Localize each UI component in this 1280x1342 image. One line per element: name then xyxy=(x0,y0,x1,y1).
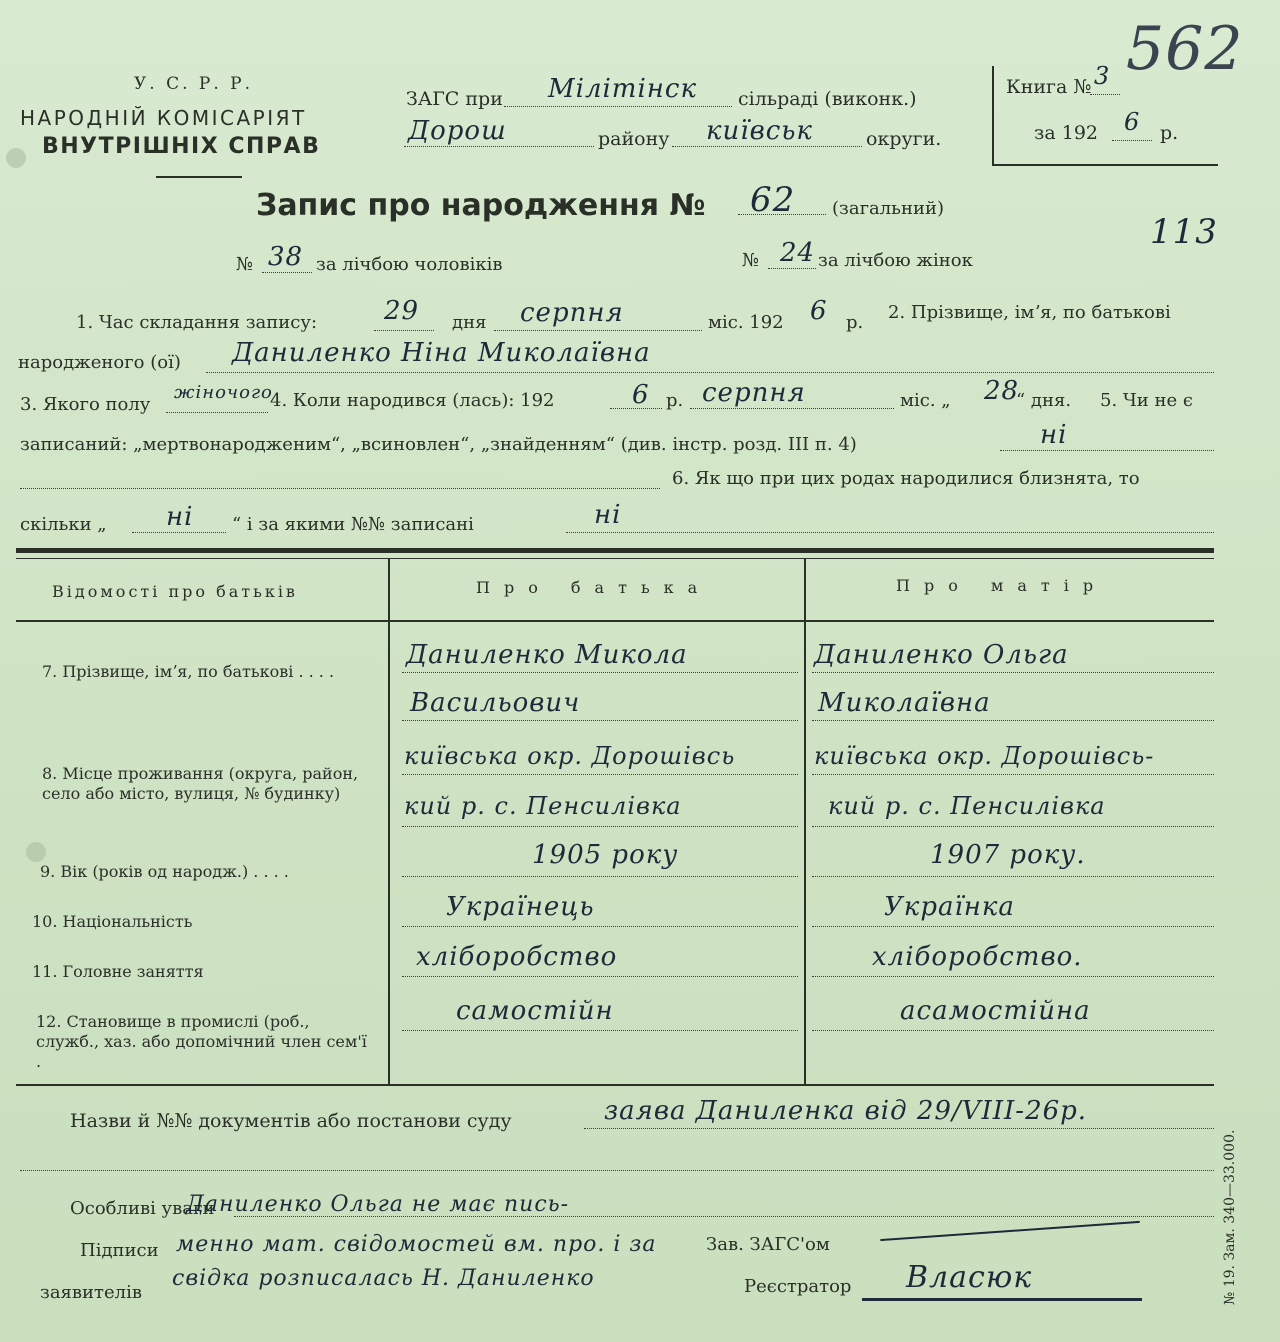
corner-number: 562 xyxy=(1126,14,1244,84)
registrar-signature-line xyxy=(862,1298,1142,1301)
table-bottom-rule xyxy=(16,1084,1214,1086)
record-general-label: (загальний) xyxy=(832,198,944,219)
field6-how-many-label: скільки „ xyxy=(20,514,107,535)
col-header-mother: Про матір xyxy=(896,576,1108,595)
signers-label-1: Підписи xyxy=(80,1240,159,1261)
book-year-value: 6 xyxy=(1124,108,1141,136)
mother-line xyxy=(812,672,1214,673)
row-label-nationality: 10. Національність xyxy=(32,912,193,931)
field4-month-label: міс. „ xyxy=(900,390,951,411)
mother-age: 1907 року. xyxy=(930,840,1086,870)
father-name-1: Даниленко Микола xyxy=(406,640,688,670)
book-year-line xyxy=(1112,140,1152,141)
field4-label: 4. Коли народився (лась): 192 xyxy=(270,390,555,411)
field1-day-line xyxy=(374,330,434,331)
mother-residence-2: кий р. с. Пенсилівка xyxy=(828,792,1106,820)
header-divider xyxy=(156,176,242,178)
father-line xyxy=(402,1030,798,1031)
row-label-occupation: 11. Головне заняття xyxy=(32,962,204,981)
field6-label: 6. Як що при цих родах народилися близнята, то xyxy=(672,468,1140,489)
father-line xyxy=(402,826,798,827)
field4-year-line xyxy=(610,408,662,409)
male-no-value: 38 xyxy=(268,242,304,272)
field1-year-suffix: р. xyxy=(846,312,864,333)
mother-name-1: Даниленко Ольга xyxy=(814,640,1069,670)
commissariat-header: НАРОДНІЙ КОМІСАРІЯТ xyxy=(20,106,307,130)
field1-label: 1. Час складання запису: xyxy=(76,312,318,333)
sex-value: жіночого xyxy=(174,382,273,403)
field4-year: 6 xyxy=(632,380,650,410)
field6-how-many-value: ні xyxy=(166,502,194,532)
father-line xyxy=(402,774,798,775)
documents-extra-line xyxy=(20,1170,1214,1171)
male-label: за лічбою чоловіків xyxy=(316,254,503,275)
okruha-label: округи. xyxy=(866,128,942,150)
side-number: 113 xyxy=(1150,212,1218,252)
village-council-label: сільраді (виконк.) xyxy=(738,88,917,110)
row-label-residence: 8. Місце проживання (округа, район, село або місто, вулиця, № будинку) xyxy=(42,764,359,803)
mother-line xyxy=(812,720,1214,721)
documents-value: заява Даниленка від 29/VIII-26р. xyxy=(604,1096,1088,1126)
book-number-line xyxy=(1090,94,1120,95)
record-title: Запис про народження № xyxy=(256,188,706,223)
mother-nationality: Українка xyxy=(884,892,1015,922)
male-no-line xyxy=(262,272,312,273)
okruha-line xyxy=(672,146,862,147)
field1-month-line xyxy=(494,330,702,331)
republic-header: У. С. Р. Р. xyxy=(134,74,253,94)
father-line xyxy=(402,976,798,977)
side-print: № 19. Зам. 340—33.000. xyxy=(1222,1129,1238,1305)
field6-which-label: “ і за якими №№ записані xyxy=(232,514,474,535)
table-header-rule xyxy=(16,620,1214,622)
table-top-rule xyxy=(16,548,1214,553)
mother-line xyxy=(812,1030,1214,1031)
head-signature xyxy=(880,1221,1140,1241)
father-name-2: Васильович xyxy=(410,688,581,718)
internal-affairs-header: ВНУТРІШНІХ СПРАВ xyxy=(42,134,321,159)
father-line xyxy=(402,672,798,673)
field6-which-line xyxy=(566,532,1214,533)
mother-name-2: Миколаївна xyxy=(818,688,991,718)
book-label: Книга № xyxy=(1006,76,1092,98)
field4-day-label: “ дня. xyxy=(1016,390,1072,411)
table-col-divider-1 xyxy=(388,558,390,1084)
record-number: 62 xyxy=(750,180,796,220)
book-number: 3 xyxy=(1094,62,1111,90)
field1-year: 6 xyxy=(810,296,828,326)
signers-value: свідка розписалась Н. Даниленко xyxy=(172,1266,595,1291)
record-number-line xyxy=(738,214,826,215)
father-age: 1905 року xyxy=(532,840,679,870)
special-notes-label: Особливі уваги xyxy=(70,1198,215,1219)
punch-hole xyxy=(6,148,26,168)
row-label-age: 9. Вік (років од народж.) . . . . xyxy=(40,862,289,881)
born-line xyxy=(206,372,1214,373)
female-no-prefix: № xyxy=(742,250,760,271)
head-label: Зав. ЗАГС'ом xyxy=(706,1234,830,1255)
female-label: за лічбою жінок xyxy=(818,250,973,271)
signers-label-2: заявителів xyxy=(40,1282,142,1303)
field4-day: 28 xyxy=(984,376,1020,406)
book-year-prefix: за 192 xyxy=(1034,122,1098,144)
field5-label: 5. Чи не є xyxy=(1100,390,1193,411)
sex-line xyxy=(166,412,268,413)
field3-label: 3. Якого полу xyxy=(20,394,151,415)
mother-line xyxy=(812,876,1214,877)
father-line xyxy=(402,720,798,721)
field2-label: 2. Прізвище, імʼя, по батькові xyxy=(888,302,1171,323)
father-line xyxy=(402,876,798,877)
field6-how-many-line xyxy=(132,532,226,533)
field4-month: серпня xyxy=(702,378,806,408)
punch-hole xyxy=(26,842,46,862)
district-label: району xyxy=(598,128,670,150)
mother-line xyxy=(812,926,1214,927)
mother-line xyxy=(812,976,1214,977)
field4-year-suffix: р. xyxy=(666,390,684,411)
field1-month: серпня xyxy=(520,298,624,328)
field5-value: ні xyxy=(1040,420,1068,450)
father-nationality: Українець xyxy=(446,892,595,922)
mother-occupation: хліборобство. xyxy=(872,942,1083,972)
documents-label: Назви й №№ документів або постанови суду xyxy=(70,1110,512,1132)
field6-which-value: ні xyxy=(594,500,622,530)
female-no-line xyxy=(768,268,816,269)
district-value: Дорош xyxy=(408,116,507,146)
book-year-suffix: р. xyxy=(1160,122,1179,144)
okruha-value: київськ xyxy=(706,116,813,146)
special-notes-value-1: Даниленко Ольга не має пись- xyxy=(186,1192,570,1217)
table-col-divider-2 xyxy=(804,558,806,1084)
father-residence-1: київська окр. Дорошівсь xyxy=(404,742,736,770)
special-notes-value-2: менно мат. свідомостей вм. про. і за xyxy=(176,1232,657,1257)
field5-line xyxy=(1000,450,1214,451)
registrar-value: Власюк xyxy=(906,1260,1033,1295)
field6-blank-line xyxy=(20,488,660,489)
village-council-value: Мілітінск xyxy=(548,74,697,104)
male-no-prefix: № xyxy=(236,254,254,275)
field1-day-label: дня xyxy=(452,312,487,333)
father-line xyxy=(402,926,798,927)
field1-day: 29 xyxy=(384,296,420,326)
mother-status: асамостійна xyxy=(900,996,1091,1026)
father-status: самостійн xyxy=(456,996,614,1026)
table-top-rule-thin xyxy=(16,558,1214,559)
registrar-label: Реєстратор xyxy=(744,1276,852,1297)
row-label-status: 12. Становище в промислі (роб., служб., хаз. або допомічний член сем'ї . xyxy=(36,1012,367,1071)
field4-month-line xyxy=(690,408,894,409)
col-header-father: Про батька xyxy=(476,578,712,597)
district-line xyxy=(404,146,594,147)
row-label-name: 7. Прізвище, імʼя, по батькові . . . . xyxy=(42,662,335,681)
documents-line xyxy=(584,1128,1214,1129)
col-header-parents: Відомості про батьків xyxy=(52,582,298,601)
village-council-line xyxy=(504,106,732,107)
mother-residence-1: київська окр. Дорошівсь- xyxy=(814,742,1155,770)
field1-month-label: міс. 192 xyxy=(708,312,784,333)
zags-prefix: ЗАГС при xyxy=(406,88,503,110)
female-no-value: 24 xyxy=(780,238,816,268)
mother-line xyxy=(812,826,1214,827)
mother-line xyxy=(812,774,1214,775)
born-label: народженого (ої) xyxy=(18,352,181,373)
father-occupation: хліборобство xyxy=(416,942,618,972)
field5-continuation: записаний: „мертвонародженим“, „всиновлен“, „знайденням“ (див. інстр. розд. III п. 4) xyxy=(20,434,857,455)
born-name: Даниленко Ніна Миколаївна xyxy=(232,338,651,368)
father-residence-2: кий р. с. Пенсилівка xyxy=(404,792,682,820)
